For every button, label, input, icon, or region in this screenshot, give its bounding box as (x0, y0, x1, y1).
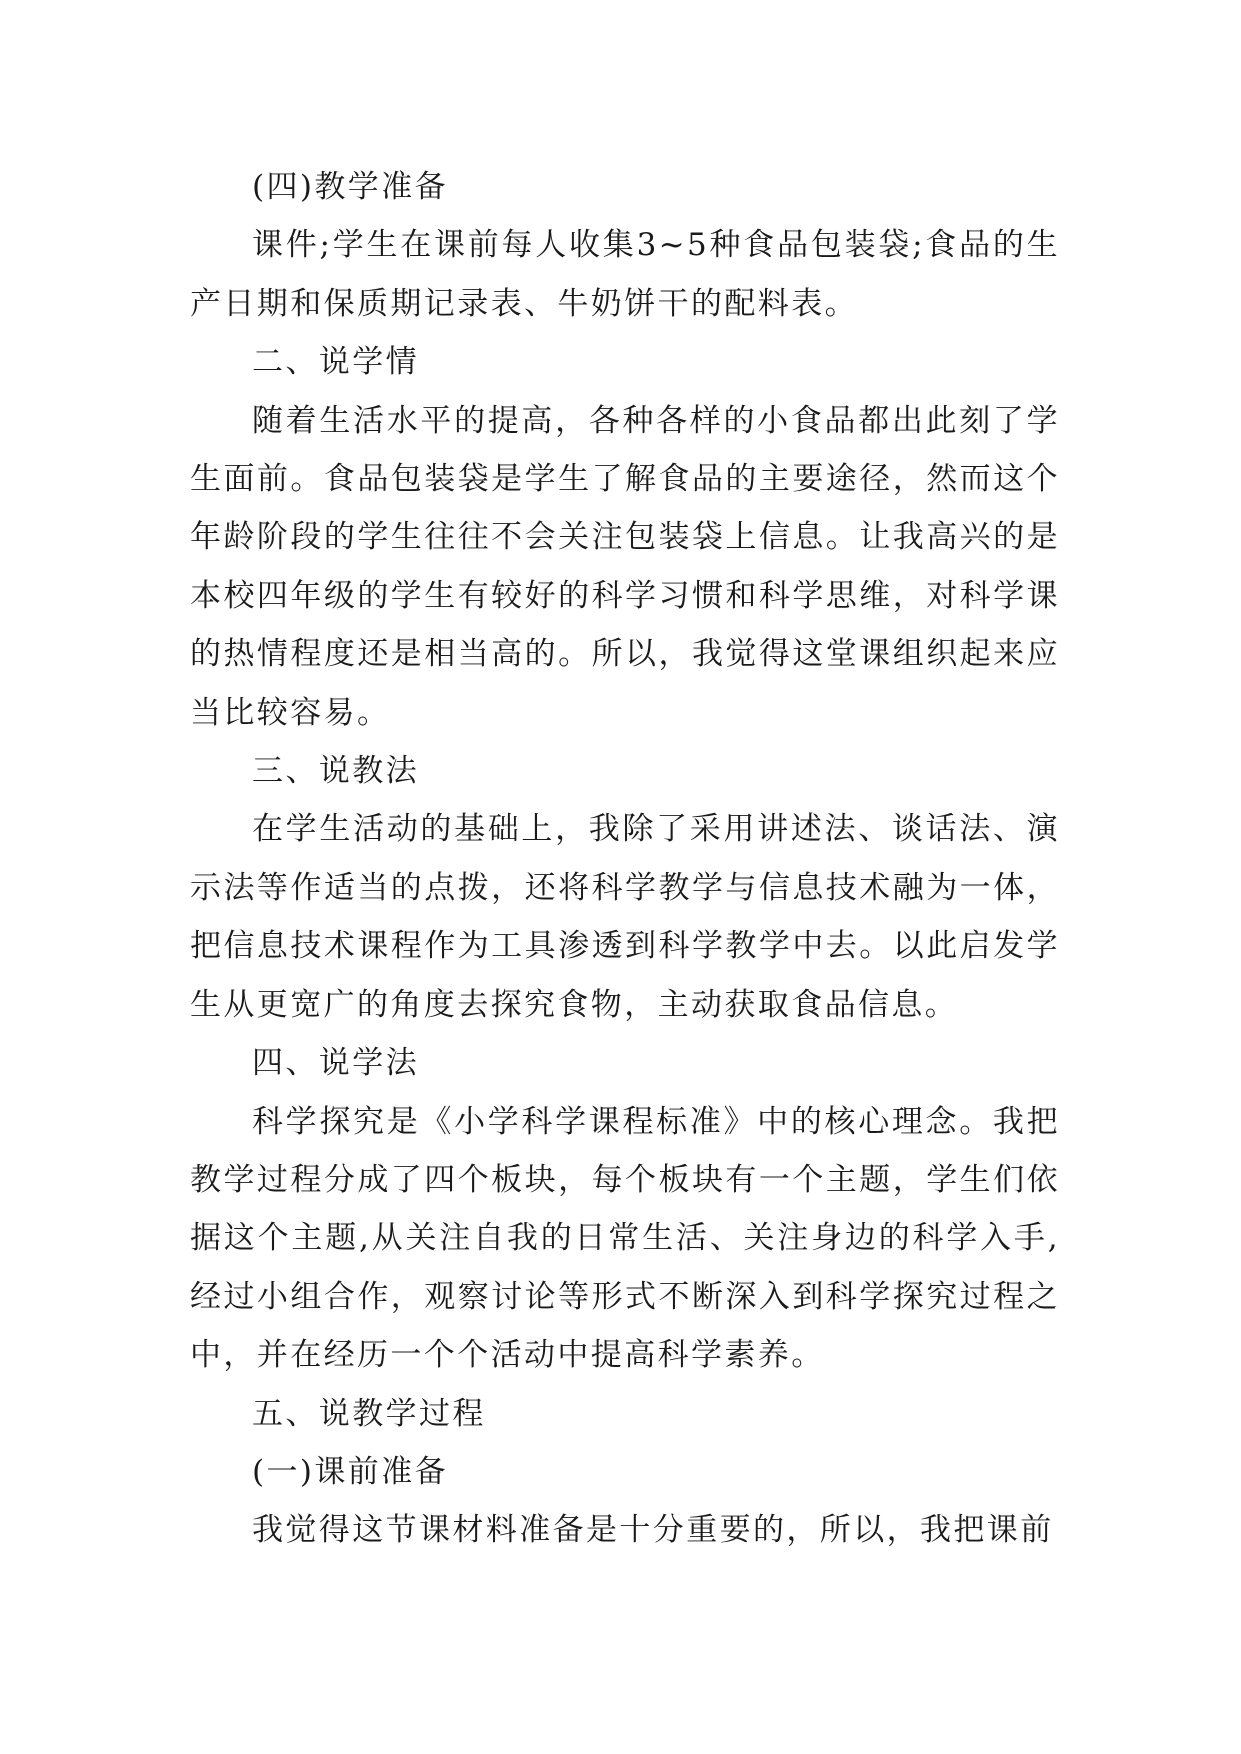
paragraph-student-analysis: 随着生活水平的提高，各种各样的小食品都出此刻了学生面前。食品包装袋是学生了解食品的主要途径，然而这个年龄阶段的学生往往不会关注包装袋上信息。让我高兴的是本校四年级的学生有较好的科学习惯和科学思维，对科学课的热情程度还是相当高的。所以，我觉得这堂课组织起来应当比较容易。 (190, 402, 1060, 731)
heading-teaching-process: 五、说教学过程 (252, 1395, 486, 1432)
document-body (190, 158, 1060, 1560)
heading-teaching-methods: 三、说教法 (252, 753, 419, 790)
paragraph-learning-methods: 科学探究是《小学科学课程标准》中的核心理念。我把教学过程分成了四个板块，每个板块有一个主题，学生们依据这个主题,从关注自我的日常生活、关注身边的科学入手,经过小组合作，观察讨论等形式不断深入到科学探究过程之中，并在经历一个个活动中提高科学素养。 (190, 1103, 1060, 1374)
paragraph-teaching-methods: 在学生活动的基础上，我除了采用讲述法、谈话法、演示法等作适当的点拨，还将科学教学与信息技术融为一体，把信息技术课程作为工具渗透到科学教学中去。以此启发学生从更宽广的角度去探究食物，主动获取食品信息。 (190, 811, 1060, 1023)
paragraph-preparation-materials: 课件;学生在课前每人收集3~5种食品包装袋;食品的生产日期和保质期记录表、牛奶饼干的配料表。 (190, 227, 1060, 322)
heading-pre-class-preparation: (一)课前准备 (252, 1453, 448, 1490)
heading-learning-methods: 四、说学法 (252, 1045, 419, 1082)
paragraph-pre-class-preparation: 我觉得这节课材料准备是十分重要的，所以，我把课前 (252, 1512, 1054, 1549)
heading-student-analysis: 二、说学情 (252, 344, 419, 381)
heading-teaching-preparation: (四)教学准备 (252, 169, 448, 205)
